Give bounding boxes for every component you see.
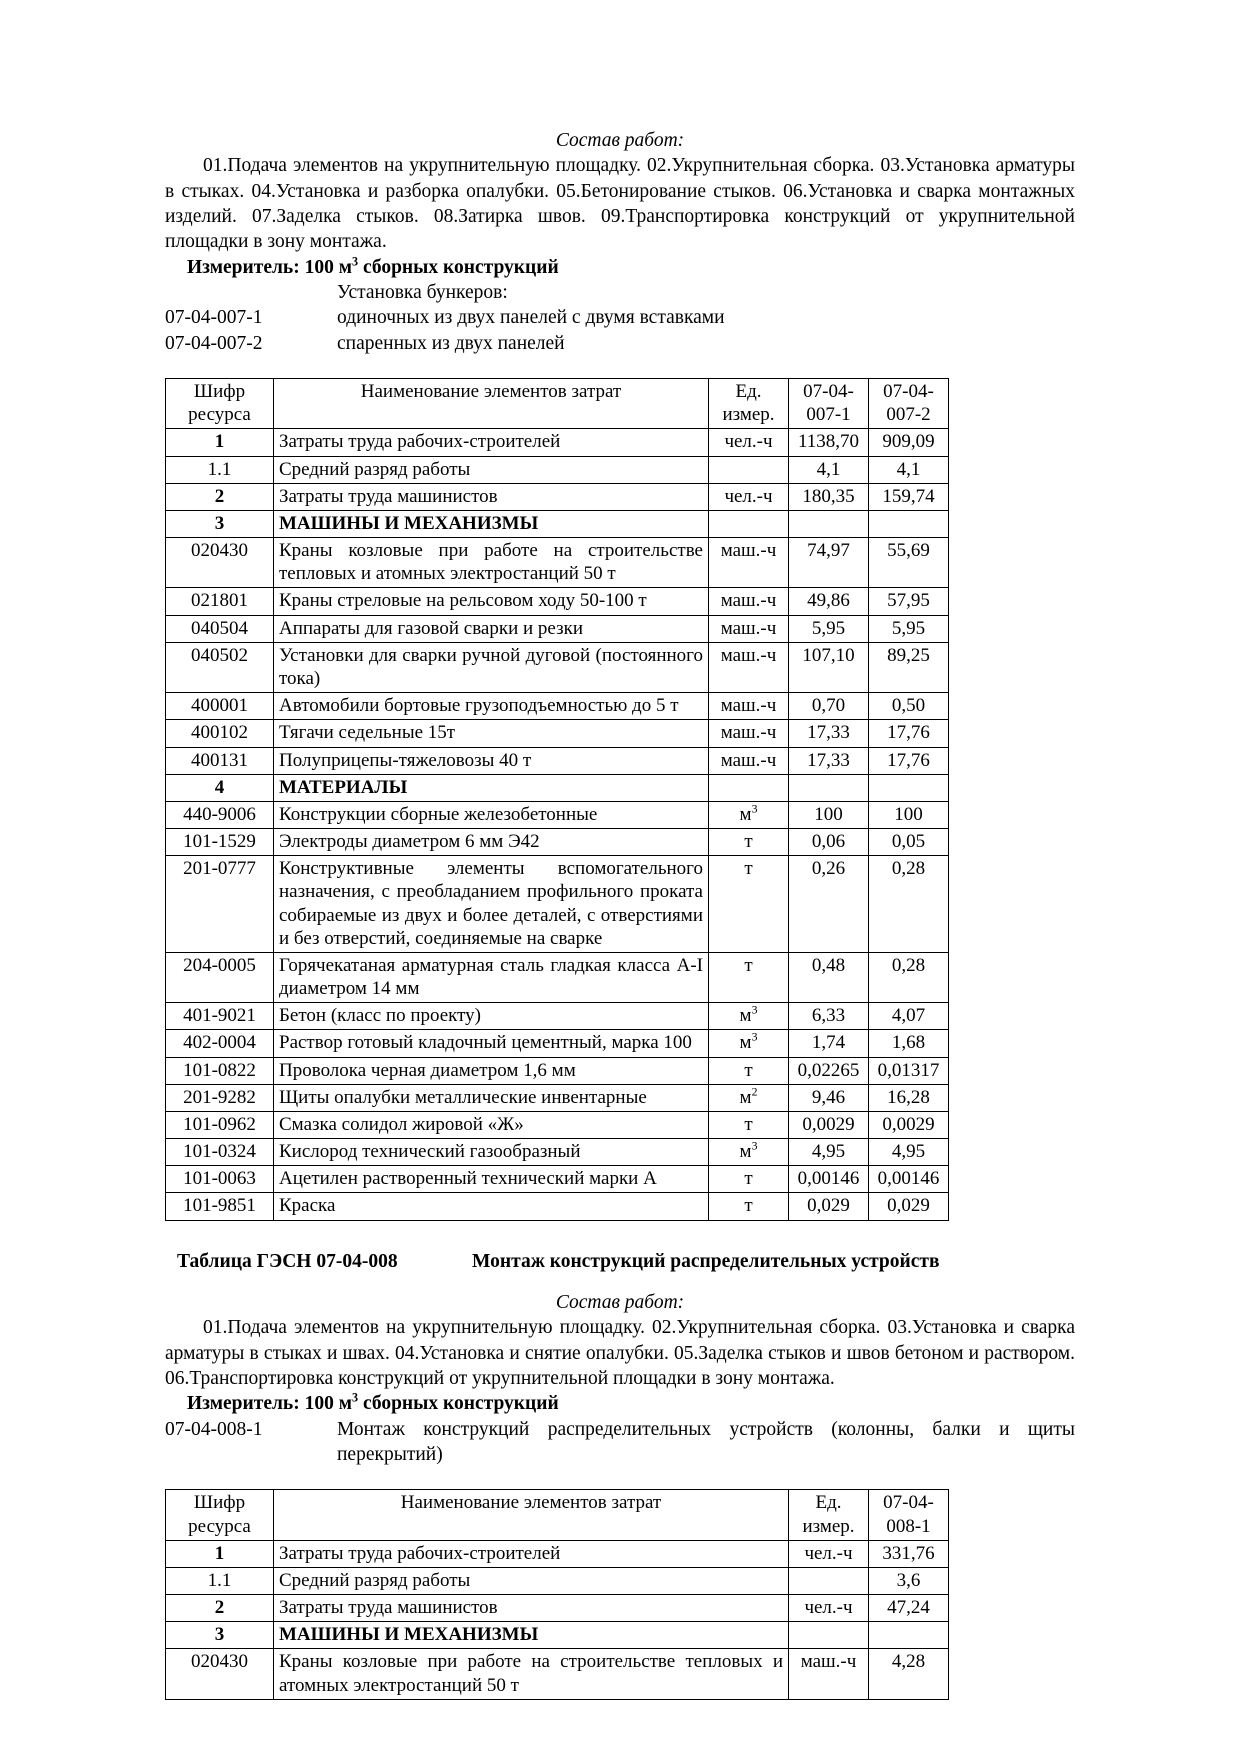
cell-resource-name: Средний разряд работы: [274, 1567, 789, 1594]
header-code-line2: ресурса: [188, 1515, 251, 1537]
cell-resource-name: Аппараты для газовой сварки и резки: [274, 615, 709, 642]
cell-value-1: 100: [789, 801, 869, 828]
cell-unit: [789, 1622, 869, 1649]
cell-unit: т: [709, 1166, 789, 1193]
cell-resource-code: 101-0962: [166, 1111, 274, 1138]
cell-resource-code: 440-9006: [166, 801, 274, 828]
cell-unit: маш.-ч: [709, 642, 789, 692]
cell-resource-code: 021801: [166, 588, 274, 615]
code-row-007-1: [165, 305, 1075, 330]
works-composition-text-1: 01.Подача элементов на укрупнительную площадку. 02.Укрупнительная сборка. 03.Установка арматуры в стыках. 04.Установка и разборка опалубки. 05.Бетонирование стыков. 06.Установка и сварка монтажных изделий. 07.Заделка стыков. 08.Затирка швов. 09.Транспортировка конструкций от укрупнительной площадки в зону монтажа.: [165, 155, 1075, 253]
cell-resource-code: 3: [166, 1622, 274, 1649]
table-row: [166, 1003, 949, 1030]
cell-resource-name: Полуприцепы-тяжеловозы 40 т: [274, 747, 709, 774]
header-cell-name: Наименование элементов затрат: [274, 379, 709, 429]
table-row: [166, 1540, 949, 1567]
cell-value-1: 0,06: [789, 829, 869, 856]
cell-resource-code: 2: [166, 483, 274, 510]
cell-unit: [709, 510, 789, 537]
cell-unit: маш.-ч: [709, 693, 789, 720]
code-label: 07-04-008-1: [165, 1418, 263, 1440]
cell-resource-code: 201-9282: [166, 1084, 274, 1111]
cell-resource-name: Горячекатаная арматурная сталь гладкая класса А-I диаметром 14 мм: [274, 952, 709, 1002]
cell-unit: т: [709, 829, 789, 856]
cell-value-1: 17,33: [789, 720, 869, 747]
cell-unit: $м^3$: [709, 801, 789, 828]
cell-value-1: 74,97: [789, 538, 869, 588]
cell-resource-name: Краска: [274, 1193, 709, 1220]
cell-value-2: 0,01317: [869, 1057, 949, 1084]
cell-value-2: 1,68: [869, 1030, 949, 1057]
cell-value-1: 4,95: [789, 1139, 869, 1166]
cell-value-1: 4,1: [789, 456, 869, 483]
table-row: [166, 829, 949, 856]
header-cell-code: [166, 1490, 274, 1540]
cell-unit: маш.-ч: [709, 720, 789, 747]
header-cell-code: [166, 379, 274, 429]
code-description: Монтаж конструкций распределительных устройств (колонны, балки и щиты перекрытий): [337, 1418, 1075, 1465]
unit-superscript: 3: [751, 802, 758, 816]
cell-value-1: 3,6: [869, 1567, 949, 1594]
works-composition-text-2: 01.Подача элементов на укрупнительную площадку. 02.Укрупнительная сборка. 03.Установка и сварка арматуры в стыках и швах. 04.Установка и снятие опалубки. 05.Заделка стыков и швов бетоном и раствором. 06.Транспортировка конструкций от укрупнительной площадки в зону монтажа.: [165, 1317, 1075, 1389]
header-unit-line1: Ед.: [735, 381, 762, 403]
cell-unit: [709, 456, 789, 483]
table-row: [166, 1649, 949, 1699]
header-code-line1: Шифр: [193, 381, 246, 403]
caption-code: Таблица ГЭСН 07-04-008: [177, 1250, 398, 1272]
cell-value-1: 0,70: [789, 693, 869, 720]
cell-resource-name: Краны стреловые на рельсовом ходу 50-100 т: [274, 588, 709, 615]
header-unit-line2: измер.: [802, 1515, 855, 1537]
cell-value-2: 100: [869, 801, 949, 828]
cell-value-2: 0,50: [869, 693, 949, 720]
table-row: [166, 429, 949, 456]
cell-resource-code: 040504: [166, 615, 274, 642]
cell-value-2: 0,28: [869, 952, 949, 1002]
cell-resource-name: Электроды диаметром 6 мм Э42: [274, 829, 709, 856]
table-row: [166, 1139, 949, 1166]
cell-resource-name: Смазка солидол жировой «Ж»: [274, 1111, 709, 1138]
header-cell-value-008-1: [869, 1490, 949, 1540]
cell-value-2: 89,25: [869, 642, 949, 692]
code-label: 07-04-007-2: [165, 332, 263, 354]
cell-value-2: 0,05: [869, 829, 949, 856]
cell-unit: т: [709, 1193, 789, 1220]
table-row: [166, 1567, 949, 1594]
table-row: [166, 588, 949, 615]
cell-unit: чел.-ч: [709, 429, 789, 456]
cell-value-2: 57,95: [869, 588, 949, 615]
cell-resource-code: 1: [166, 429, 274, 456]
cell-resource-code: 101-0063: [166, 1166, 274, 1193]
measure-line-2: [187, 1391, 1075, 1416]
code-description: одиночных из двух панелей с двумя вставками: [337, 307, 725, 329]
table-caption-008: [165, 1249, 1075, 1274]
header-cell-value-007-1: [789, 379, 869, 429]
cell-resource-code: 402-0004: [166, 1030, 274, 1057]
cell-resource-code: 401-9021: [166, 1003, 274, 1030]
cell-resource-code: 101-1529: [166, 829, 274, 856]
table-row: [166, 642, 949, 692]
cell-value-1: 6,33: [789, 1003, 869, 1030]
cell-value-1: 9,46: [789, 1084, 869, 1111]
measure-superscript-1: 3: [352, 254, 359, 269]
cell-resource-name: МАШИНЫ И МЕХАНИЗМЫ: [274, 1622, 789, 1649]
cell-resource-name: Конструктивные элементы вспомогательного назначения, с преобладанием профильного проката собираемые из двух и более деталей, с отверстиями и без отверстий, соединяемые на сварке: [274, 856, 709, 953]
cell-resource-name: Автомобили бортовые грузоподъемностью до 5 т: [274, 693, 709, 720]
cell-unit: [789, 1567, 869, 1594]
works-composition-heading-1: Состав работ:: [555, 130, 685, 151]
resource-table-2-wrapper: [165, 1489, 1075, 1699]
cell-value-2: [869, 510, 949, 537]
table-row: [166, 510, 949, 537]
cell-resource-name: Установки для сварки ручной дуговой (постоянного тока): [274, 642, 709, 692]
code-row-007-2: [165, 331, 1075, 356]
cell-unit: чел.-ч: [709, 483, 789, 510]
cell-resource-name: Затраты труда рабочих-строителей: [274, 1540, 789, 1567]
cell-value-2: 0,00146: [869, 1166, 949, 1193]
cell-resource-name: Затраты труда машинистов: [274, 1595, 789, 1622]
table-row: [166, 1111, 949, 1138]
cell-value-2: 4,07: [869, 1003, 949, 1030]
cell-value-2: 55,69: [869, 538, 949, 588]
cell-resource-code: 020430: [166, 538, 274, 588]
cell-value-2: 17,76: [869, 747, 949, 774]
cell-unit: маш.-ч: [709, 747, 789, 774]
cell-value-1: 1,74: [789, 1030, 869, 1057]
cell-value-1: 0,0029: [789, 1111, 869, 1138]
cell-value-1: 4,28: [869, 1649, 949, 1699]
cell-resource-name: Конструкции сборные железобетонные: [274, 801, 709, 828]
header-v1-line2: 008-1: [886, 1515, 931, 1537]
header-v1-line1: 07-04-: [883, 1492, 934, 1514]
table-row: [166, 801, 949, 828]
cell-resource-name: Средний разряд работы: [274, 456, 709, 483]
cell-value-1: 47,24: [869, 1595, 949, 1622]
cell-unit: маш.-ч: [709, 615, 789, 642]
cell-value-1: 107,10: [789, 642, 869, 692]
cell-unit: $м^3$: [709, 1139, 789, 1166]
cell-resource-name: Краны козловые при работе на строительстве тепловых и атомных электростанций 50 т: [274, 538, 709, 588]
cell-resource-code: 204-0005: [166, 952, 274, 1002]
cell-resource-name: МАТЕРИАЛЫ: [274, 774, 709, 801]
cell-resource-code: 101-0324: [166, 1139, 274, 1166]
unit-superscript: 3: [751, 1139, 758, 1153]
cell-resource-name: Тягачи седельные 15т: [274, 720, 709, 747]
cell-value-2: 909,09: [869, 429, 949, 456]
cell-resource-code: 400001: [166, 693, 274, 720]
cell-value-1: [869, 1622, 949, 1649]
cell-resource-code: 1.1: [166, 456, 274, 483]
cell-resource-name: Бетон (класс по проекту): [274, 1003, 709, 1030]
measure-line-1: [187, 255, 1075, 280]
cell-resource-code: 1: [166, 1540, 274, 1567]
cell-unit: $м^2$: [709, 1084, 789, 1111]
table-row: [166, 747, 949, 774]
header-v2-line1: 07-04-: [883, 381, 934, 403]
cell-resource-name: Кислород технический газообразный: [274, 1139, 709, 1166]
table-row: [166, 720, 949, 747]
cell-value-1: 0,00146: [789, 1166, 869, 1193]
cell-unit: маш.-ч: [709, 588, 789, 615]
header-cell-unit: [709, 379, 789, 429]
cell-resource-code: 1.1: [166, 1567, 274, 1594]
cell-resource-code: 020430: [166, 1649, 274, 1699]
header-cell-unit: [789, 1490, 869, 1540]
cell-resource-code: 400131: [166, 747, 274, 774]
cell-value-2: [869, 774, 949, 801]
measure-prefix-1: Измеритель: 100 м: [187, 256, 353, 278]
cell-resource-code: 400102: [166, 720, 274, 747]
header-unit-line1: Ед.: [815, 1492, 842, 1514]
cell-value-2: 0,0029: [869, 1111, 949, 1138]
table-row: [166, 1057, 949, 1084]
resource-table-1-body: [166, 429, 949, 1220]
cell-value-1: 0,02265: [789, 1057, 869, 1084]
cell-value-2: 0,28: [869, 856, 949, 953]
cell-value-1: 180,35: [789, 483, 869, 510]
cell-unit: т: [709, 1057, 789, 1084]
cell-resource-code: 040502: [166, 642, 274, 692]
cell-unit: чел.-ч: [789, 1595, 869, 1622]
header-unit-line2: измер.: [722, 404, 775, 426]
cell-unit: [709, 774, 789, 801]
table-row: [166, 538, 949, 588]
unit-superscript: 3: [751, 1003, 758, 1017]
table-row: [166, 693, 949, 720]
cell-resource-name: Ацетилен растворенный технический марки А: [274, 1166, 709, 1193]
cell-unit: $м^3$: [709, 1030, 789, 1057]
table-row: [166, 1622, 949, 1649]
cell-resource-name: Краны козловые при работе на строительстве тепловых и атомных электростанций 50 т: [274, 1649, 789, 1699]
table-row: [166, 615, 949, 642]
cell-resource-name: Проволока черная диаметром 1,6 мм: [274, 1057, 709, 1084]
table-row: [166, 1595, 949, 1622]
code-row-008-1: [165, 1417, 1075, 1468]
cell-resource-code: 101-9851: [166, 1193, 274, 1220]
table-row: [166, 1084, 949, 1111]
cell-resource-code: 4: [166, 774, 274, 801]
cell-value-2: 159,74: [869, 483, 949, 510]
cell-value-2: 16,28: [869, 1084, 949, 1111]
measure-prefix-2: Измеритель: 100 м: [187, 1393, 353, 1415]
header-code-line1: Шифр: [193, 1492, 246, 1514]
cell-resource-name: МАШИНЫ И МЕХАНИЗМЫ: [274, 510, 709, 537]
measure-suffix-1: сборных конструкций: [358, 256, 559, 278]
table-row: [166, 483, 949, 510]
cell-value-1: 1138,70: [789, 429, 869, 456]
cell-value-2: 0,029: [869, 1193, 949, 1220]
cell-resource-name: Затраты труда машинистов: [274, 483, 709, 510]
table-row: [166, 856, 949, 953]
works-composition-heading-2: Состав работ:: [555, 1291, 685, 1313]
cell-value-1: 331,76: [869, 1540, 949, 1567]
caption-title: Монтаж конструкций распределительных устройств: [472, 1250, 940, 1272]
table-row: [166, 952, 949, 1002]
resource-table-2-body: [166, 1540, 949, 1699]
header-v1-line1: 07-04-: [803, 381, 854, 403]
cell-resource-code: 3: [166, 510, 274, 537]
cell-unit: маш.-ч: [789, 1649, 869, 1699]
cell-unit: т: [709, 856, 789, 953]
cell-unit: т: [709, 1111, 789, 1138]
header-cell-name: Наименование элементов затрат: [274, 1490, 789, 1540]
cell-value-1: [789, 774, 869, 801]
header-v1-line2: 007-1: [806, 404, 851, 426]
table-row: [166, 1193, 949, 1220]
header-v2-line2: 007-2: [886, 404, 931, 426]
code-label: 07-04-007-1: [165, 307, 263, 329]
cell-unit: т: [709, 952, 789, 1002]
cell-value-2: 4,1: [869, 456, 949, 483]
table-header-row: [166, 1490, 949, 1540]
resource-table-1: [165, 378, 949, 1221]
group-title-1: Установка бункеров:: [337, 282, 508, 304]
table-header-row: [166, 379, 949, 429]
table-row: [166, 774, 949, 801]
cell-resource-name: Раствор готовый кладочный цементный, марка 100: [274, 1030, 709, 1057]
code-description: спаренных из двух панелей: [337, 332, 565, 354]
unit-superscript: 3: [751, 1031, 758, 1045]
cell-value-1: 0,029: [789, 1193, 869, 1220]
measure-suffix-2: сборных конструкций: [358, 1393, 559, 1415]
table-row: [166, 1030, 949, 1057]
cell-value-2: 4,95: [869, 1139, 949, 1166]
cell-value-2: 17,76: [869, 720, 949, 747]
resource-table-2: [165, 1489, 949, 1699]
header-cell-value-007-2: [869, 379, 949, 429]
cell-resource-code: 2: [166, 1595, 274, 1622]
cell-resource-code: 201-0777: [166, 856, 274, 953]
cell-value-1: 49,86: [789, 588, 869, 615]
cell-resource-code: 101-0822: [166, 1057, 274, 1084]
table-row: [166, 1166, 949, 1193]
cell-value-1: 5,95: [789, 615, 869, 642]
cell-resource-name: Щиты опалубки металлические инвентарные: [274, 1084, 709, 1111]
header-code-line2: ресурса: [188, 404, 251, 426]
cell-value-1: 17,33: [789, 747, 869, 774]
resource-table-1-wrapper: [165, 378, 1075, 1221]
unit-superscript: 2: [751, 1085, 758, 1099]
cell-value-2: 5,95: [869, 615, 949, 642]
cell-unit: чел.-ч: [789, 1540, 869, 1567]
cell-value-1: 0,48: [789, 952, 869, 1002]
cell-value-1: 0,26: [789, 856, 869, 953]
measure-superscript-2: 3: [352, 1390, 359, 1405]
cell-unit: $м^3$: [709, 1003, 789, 1030]
cell-resource-name: Затраты труда рабочих-строителей: [274, 429, 709, 456]
cell-value-1: [789, 510, 869, 537]
table-row: [166, 456, 949, 483]
cell-unit: маш.-ч: [709, 538, 789, 588]
